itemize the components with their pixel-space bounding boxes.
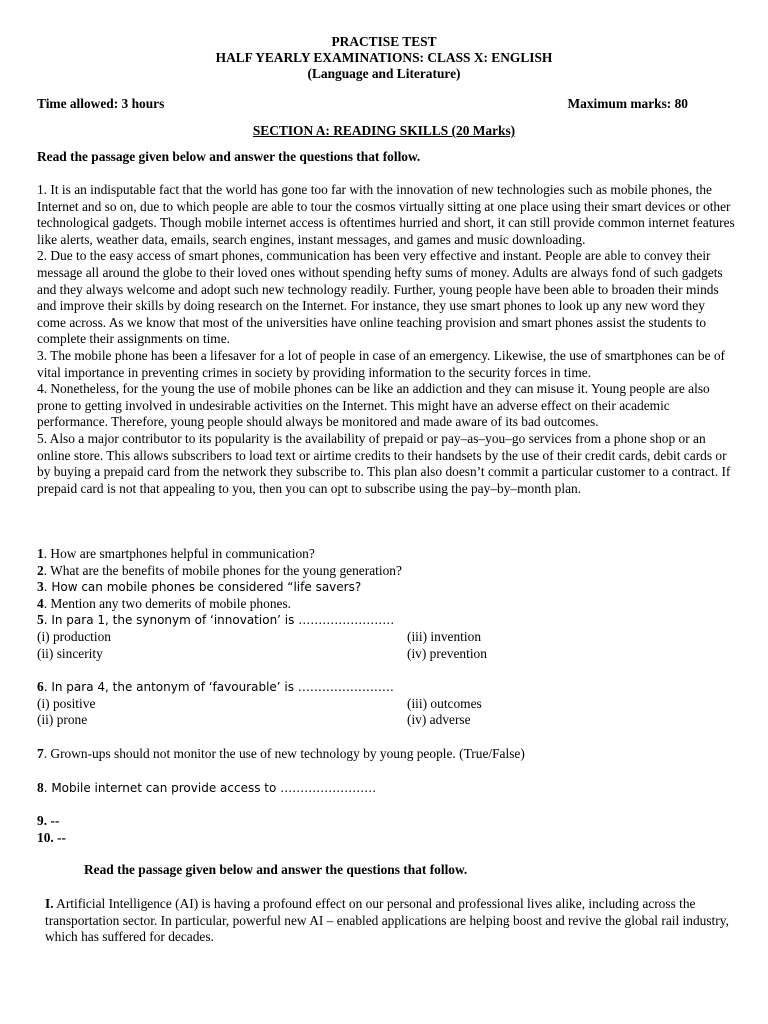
passage-paragraph-2: 2. Due to the easy access of smart phones, communication has been very effective and instant. People are able to convey their message all around the globe to their loved ones without spending hefty sums of money. Adults are always fond of such gadgets and they always welcome and adopt such new technology readily. Further, young people have been able to broaden their minds and improve their skills by doing research on the Internet. For instance, they use smart phones to look up any new word they come across. As we know that most of the universities have online teaching provision and smart phones assist the students to complete their assignments on time. — [37, 248, 723, 347]
option: (ii) prone — [37, 712, 88, 728]
second-passage-paragraph — [45, 896, 735, 946]
question-6-options — [37, 696, 737, 729]
question-1 — [37, 546, 737, 563]
question-text: . How are smartphones helpful in communication? — [43, 546, 315, 561]
paragraph-text: Artificial Intelligence (AI) is having a profound effect on our personal and professional lives alike, including across the transportation sector. In particular, powerful new AI – enabled applications are helping boost and revive the global rail industry, which has suffered for decades. — [45, 896, 729, 945]
question-4 — [37, 596, 737, 613]
option: (iii) outcomes — [407, 695, 482, 711]
reading-passage — [37, 182, 737, 497]
passage-paragraph-1: 1. It is an indisputable fact that the world has gone too far with the innovation of new technologies such as mobile phones, the Internet and so on, due to which people are able to tour the cosmos virtually sitting at one place using their smart devices or other technological gadgets. Though mobile internet access is oftentimes hurried and short, it can still provide common internet features like alerts, weather data, emails, search engines, instant messages, and games and music downloading. — [37, 182, 735, 247]
question-number: 6 — [37, 679, 44, 695]
option: (ii) sincerity — [37, 645, 103, 661]
exam-title: HALF YEARLY EXAMINATIONS: CLASS X: ENGLISH — [215, 50, 553, 65]
question-5-options — [37, 629, 737, 662]
section-b-instruction: Read the passage given below and answer the questions that follow. — [84, 862, 468, 877]
question-text: . Mobile internet can provide access to …………………… — [43, 780, 377, 795]
subject-title: (Language and Literature) — [307, 66, 461, 81]
question-2 — [37, 563, 737, 580]
option: (iv) adverse — [407, 712, 471, 728]
test-title: PRACTISE TEST — [331, 34, 437, 49]
option: (i) positive — [37, 695, 96, 711]
question-number: 2 — [37, 562, 44, 578]
question-text: . What are the benefits of mobile phones for the young generation? — [43, 562, 402, 578]
passage-paragraph-3: 3. The mobile phone has been a lifesaver for a lot of people in case of an emergency. Likewise, the use of smartphones can be of vital importance in preventing crimes in society by providing information to the security forces in time. — [37, 347, 726, 380]
question-text: . In para 1, the synonym of ‘innovation’ is …………………… — [43, 613, 395, 628]
option: (iv) prevention — [407, 645, 487, 661]
question-text: . How can mobile phones be considered “life savers? — [43, 580, 362, 595]
passage-paragraph-5: 5. Also a major contributor to its popularity is the availability of prepaid or pay–as–you–go services from a phone shop or an online store. This allows subscribers to load text or airtime credits to their handsets by the use of their credit cards, debit cards or by buying a prepaid card from the network they subscribe to. This plan also doesn’t commit a particular customer to a contract. If prepaid card is not that appealing to you, then you can opt to subscribe using the pay–by–month plan. — [37, 430, 731, 496]
second-passage — [45, 896, 735, 946]
section-a-heading: SECTION A: READING SKILLS (20 Marks) — [252, 123, 516, 138]
question-number: 7 — [37, 745, 44, 761]
time-allowed: Time allowed: 3 hours — [37, 96, 165, 111]
maximum-marks: Maximum marks: 80 — [567, 96, 688, 111]
option: (iii) invention — [407, 628, 482, 644]
question-8 — [37, 780, 737, 797]
question-7 — [37, 746, 737, 763]
passage-paragraph-4: 4. Nonetheless, for the young the use of mobile phones can be like an addiction and they can misuse it. Young people are also prone to getting involved in undesirable activities on the Internet. This might have an adverse effect on their academic performance. Therefore, young people should always be monitored and made aware of its bad outcomes. — [37, 381, 710, 430]
question-text: . Mention any two demerits of mobile phones. — [43, 595, 292, 611]
question-number: 5 — [37, 612, 44, 628]
question-number: 1 — [37, 546, 44, 561]
question-text: . In para 4, the antonym of ‘favourable’ is …………………… — [43, 680, 394, 695]
question-10: 10. -- — [37, 829, 67, 845]
question-number: 8 — [37, 779, 44, 795]
question-number: 3 — [37, 579, 44, 595]
question-number: 4 — [37, 595, 44, 611]
question-5 — [37, 612, 737, 629]
section-a-instruction: Read the passage given below and answer the questions that follow. — [37, 149, 421, 164]
option: (i) production — [37, 628, 112, 644]
question-list — [37, 546, 737, 846]
question-text: . Grown-ups should not monitor the use of new technology by young people. (True/False) — [43, 745, 525, 761]
question-3 — [37, 579, 737, 596]
question-6 — [37, 679, 737, 696]
question-9: 9. -- — [37, 813, 60, 829]
paragraph-label: I. — [45, 896, 54, 911]
